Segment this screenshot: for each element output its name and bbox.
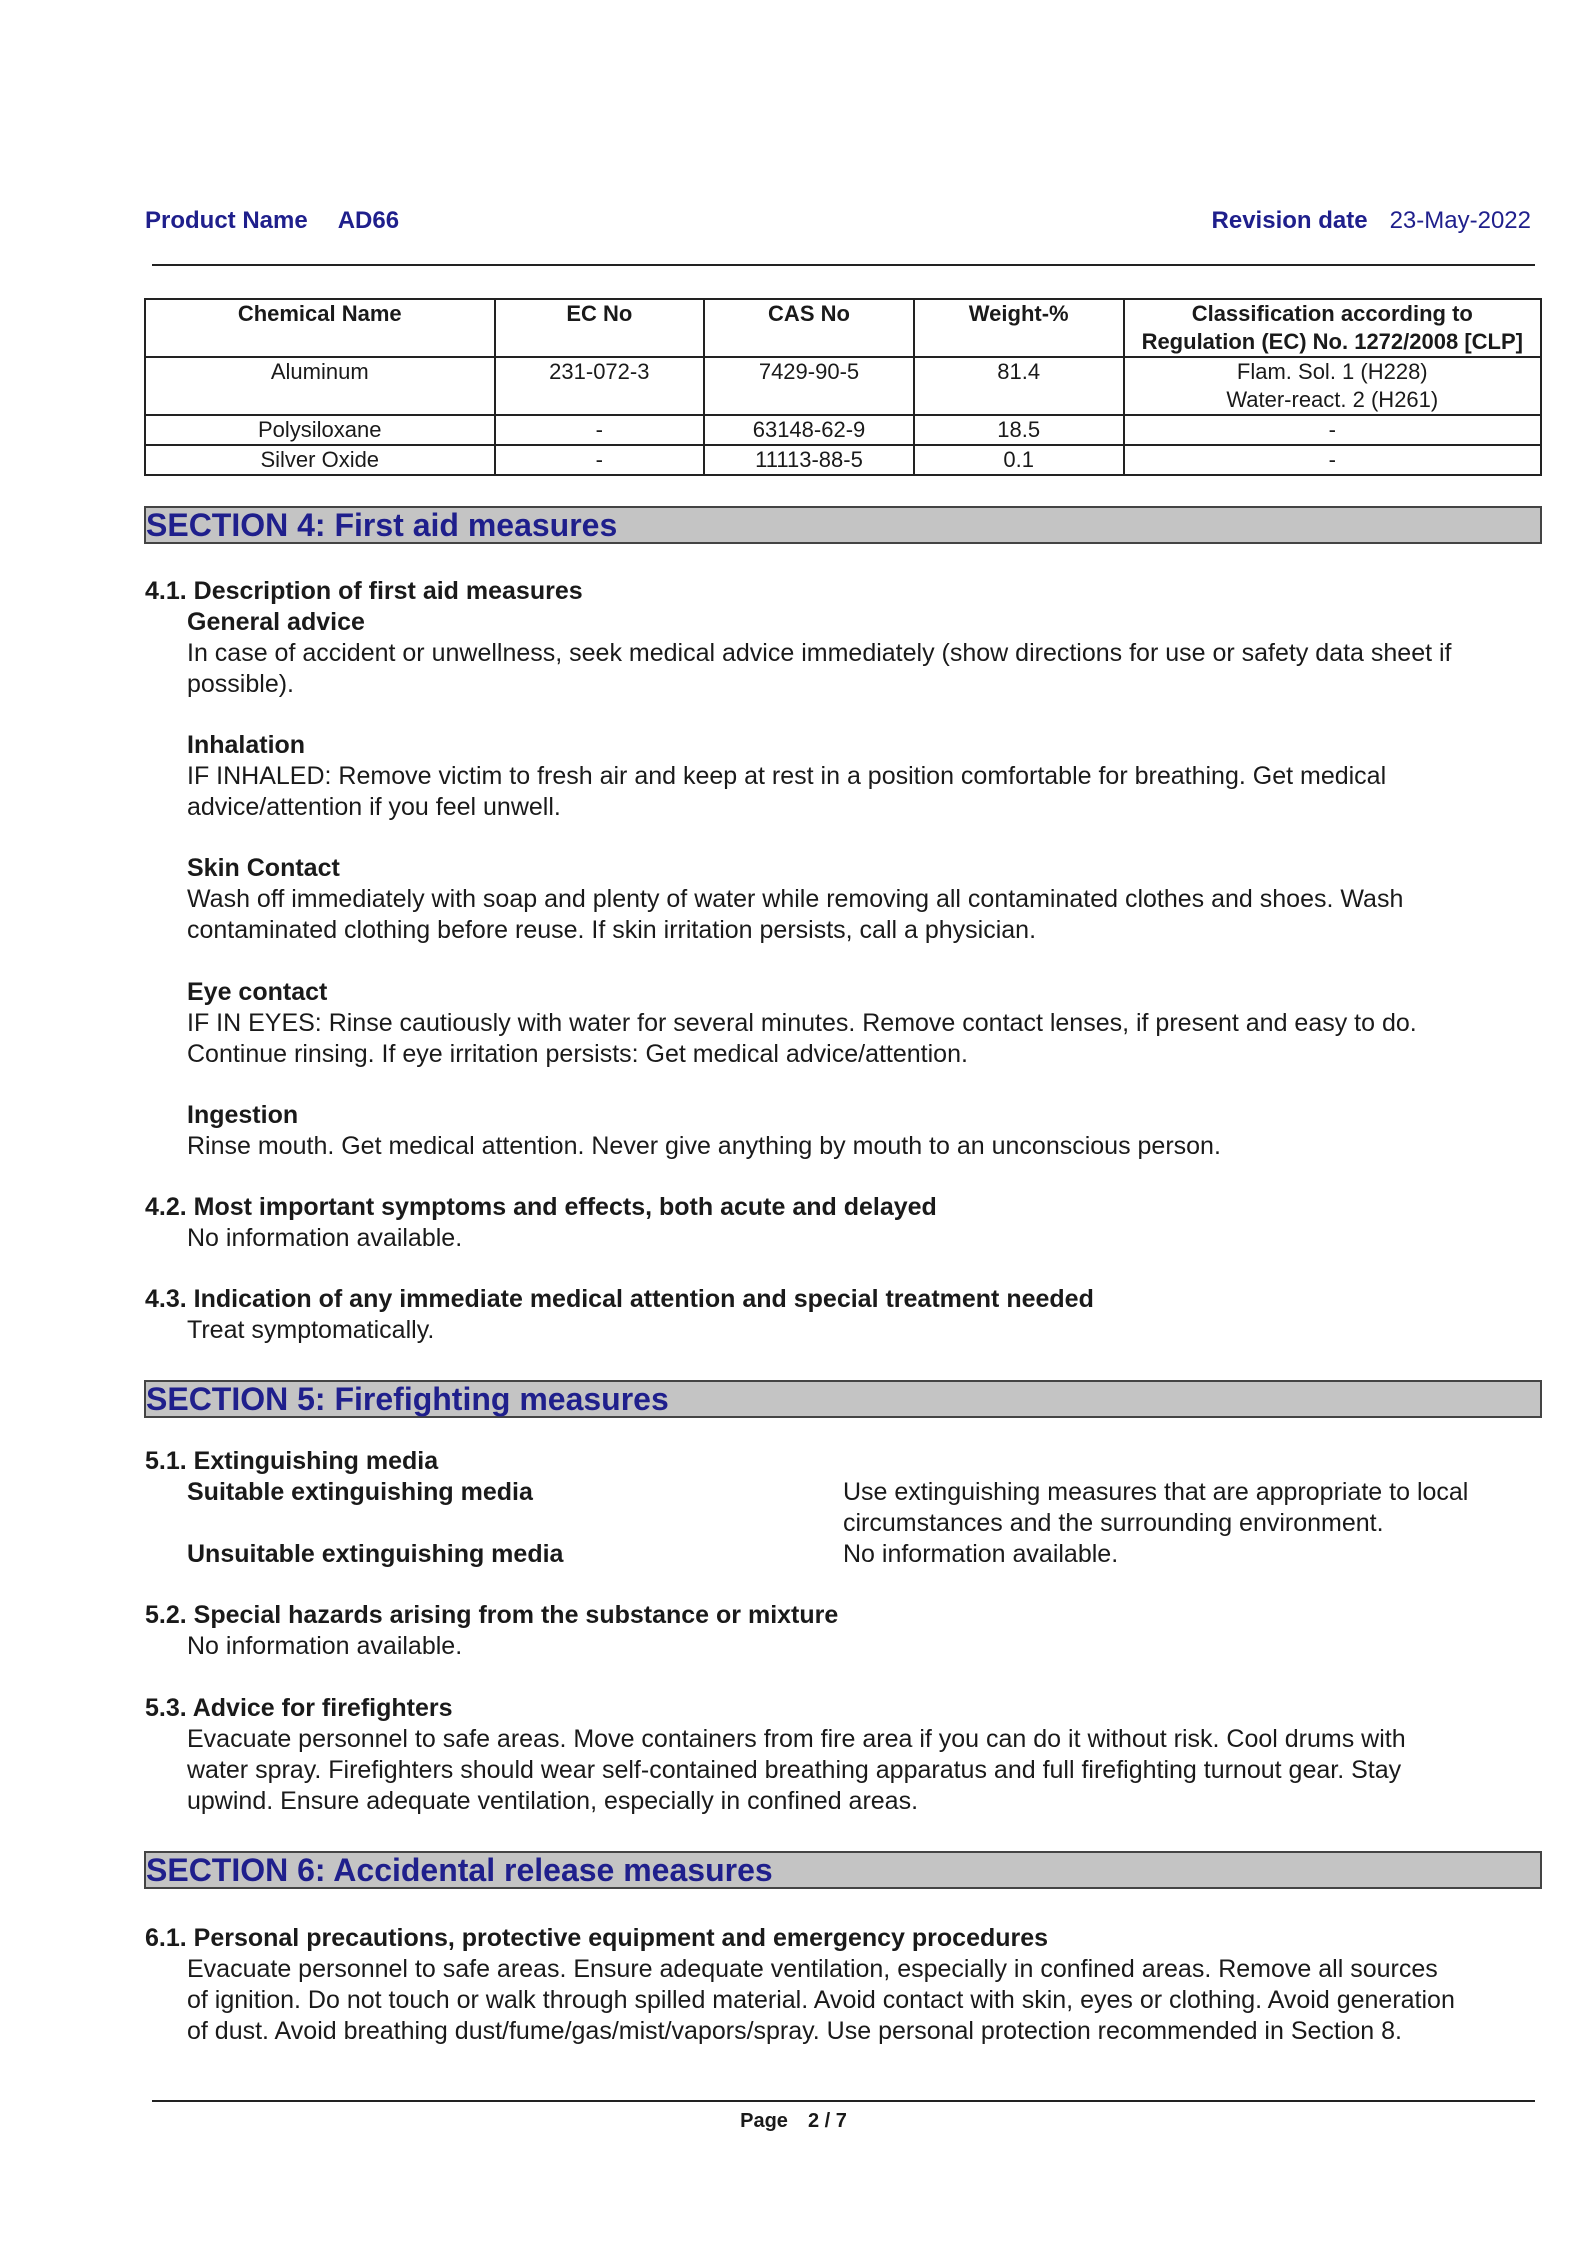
revision-date-value: 23-May-2022 [1389,207,1531,234]
eye-contact-text: Continue rinsing. If eye irritation persists: Get medical advice/attention. [187,1040,968,1068]
subsection-6-1-title: 6.1. Personal precautions, protective equipment and emergency procedures [145,1924,1049,1952]
subsection-5-2-text: No information available. [187,1632,463,1660]
table-row [145,415,1541,445]
section-6-title: SECTION 6: Accidental release measures [146,1852,773,1888]
subsection-5-3-title: 5.3. Advice for firefighters [145,1694,453,1722]
ingestion-title: Ingestion [187,1101,299,1129]
cell-cas-no: 11113-88-5 [704,445,914,475]
section-4-heading [144,506,1542,544]
unsuitable-media-label: Unsuitable extinguishing media [187,1540,564,1568]
general-advice-text: In case of accident or unwellness, seek medical advice immediately (show directions for use or safety data sheet if [187,639,1452,667]
table-row [145,357,1541,415]
inhalation-text: advice/attention if you feel unwell. [187,793,561,821]
suitable-media-label: Suitable extinguishing media [187,1478,533,1506]
section-4-title: SECTION 4: First aid measures [146,507,618,543]
col-classification-line1: Classification according to [1191,301,1473,326]
subsection-6-1-text: of dust. Avoid breathing dust/fume/gas/mist/vapors/spray. Use personal protection recommended in Section 8. [187,2017,1403,2045]
cell-weight: 18.5 [914,415,1124,445]
cell-classification: - [1124,415,1541,445]
subsection-5-2-title: 5.2. Special hazards arising from the substance or mixture [145,1601,839,1629]
col-ec-no: EC No [495,299,705,357]
cell-chemical-name: Polysiloxane [145,415,495,445]
product-name-label: Product Name [145,207,308,234]
cell-cas-no: 7429-90-5 [704,357,914,415]
cell-chemical-name: Aluminum [145,357,495,415]
suitable-media-text: Use extinguishing measures that are appropriate to local [843,1478,1469,1506]
section-6-heading [144,1851,1542,1889]
col-chemical-name: Chemical Name [145,299,495,357]
subsection-4-3-text: Treat symptomatically. [187,1316,435,1344]
page-footer [0,2110,1587,2133]
subsection-4-2-title: 4.2. Most important symptoms and effects, both acute and delayed [145,1193,937,1221]
cell-ec-no: - [495,445,705,475]
cell-classification: - [1124,445,1541,475]
revision-date-header [1212,207,1531,235]
eye-contact-title: Eye contact [187,978,328,1006]
cell-classification [1124,357,1541,415]
footer-rule [152,2100,1535,2102]
revision-date-label: Revision date [1211,207,1368,234]
eye-contact-text: IF IN EYES: Rinse cautiously with water for several minutes. Remove contact lenses, if present and easy to do. [187,1009,1417,1037]
product-name-value: AD66 [337,207,400,234]
classification-line: Flam. Sol. 1 (H228) [1236,359,1428,384]
skin-contact-title: Skin Contact [187,854,340,882]
cell-chemical-name: Silver Oxide [145,445,495,475]
col-weight: Weight-% [914,299,1124,357]
col-cas-no: CAS No [704,299,914,357]
subsection-6-1-text: of ignition. Do not touch or walk through spilled material. Avoid contact with skin, eyes or clothing. Avoid generation [187,1986,1455,2014]
subsection-4-1-title: 4.1. Description of first aid measures [145,577,583,605]
subsection-5-1-title: 5.1. Extinguishing media [145,1447,439,1475]
composition-table [144,298,1542,476]
subsection-5-3-text: Evacuate personnel to safe areas. Move containers from fire area if you can do it without risk. Cool drums with [187,1725,1406,1753]
inhalation-title: Inhalation [187,731,306,759]
cell-ec-no: - [495,415,705,445]
cell-weight: 81.4 [914,357,1124,415]
suitable-media-text: circumstances and the surrounding environment. [843,1509,1384,1537]
subsection-6-1-text: Evacuate personnel to safe areas. Ensure adequate ventilation, especially in confined areas. Remove all sources [187,1955,1438,1983]
product-name-header [145,207,399,235]
section-5-heading [144,1380,1542,1418]
classification-line: Water-react. 2 (H261) [1226,387,1439,412]
subsection-5-3-text: upwind. Ensure adequate ventilation, especially in confined areas. [187,1787,919,1815]
subsection-4-2-text: No information available. [187,1224,463,1252]
header-rule [152,264,1535,266]
subsection-5-3-text: water spray. Firefighters should wear self-contained breathing apparatus and full firefighting turnout gear. Stay [187,1756,1402,1784]
skin-contact-text: contaminated clothing before reuse. If skin irritation persists, call a physician. [187,916,1037,944]
col-classification [1124,299,1541,357]
inhalation-text: IF INHALED: Remove victim to fresh air and keep at rest in a position comfortable for breathing. Get medical [187,762,1387,790]
col-classification-line2: Regulation (EC) No. 1272/2008 [CLP] [1141,329,1523,354]
cell-cas-no: 63148-62-9 [704,415,914,445]
cell-weight: 0.1 [914,445,1124,475]
ingestion-text: Rinse mouth. Get medical attention. Never give anything by mouth to an unconscious person. [187,1132,1221,1160]
general-advice-title: General advice [187,608,365,636]
skin-contact-text: Wash off immediately with soap and plenty of water while removing all contaminated clothes and shoes. Wash [187,885,1404,913]
cell-ec-no: 231-072-3 [495,357,705,415]
unsuitable-media-text: No information available. [843,1540,1119,1568]
page-label: Page [740,2110,788,2132]
general-advice-text: possible). [187,670,294,698]
subsection-4-3-title: 4.3. Indication of any immediate medical attention and special treatment needed [145,1285,1094,1313]
table-header-row [145,299,1541,357]
section-5-title: SECTION 5: Firefighting measures [146,1381,669,1417]
table-row [145,445,1541,475]
page-number: 2 / 7 [807,2110,847,2132]
